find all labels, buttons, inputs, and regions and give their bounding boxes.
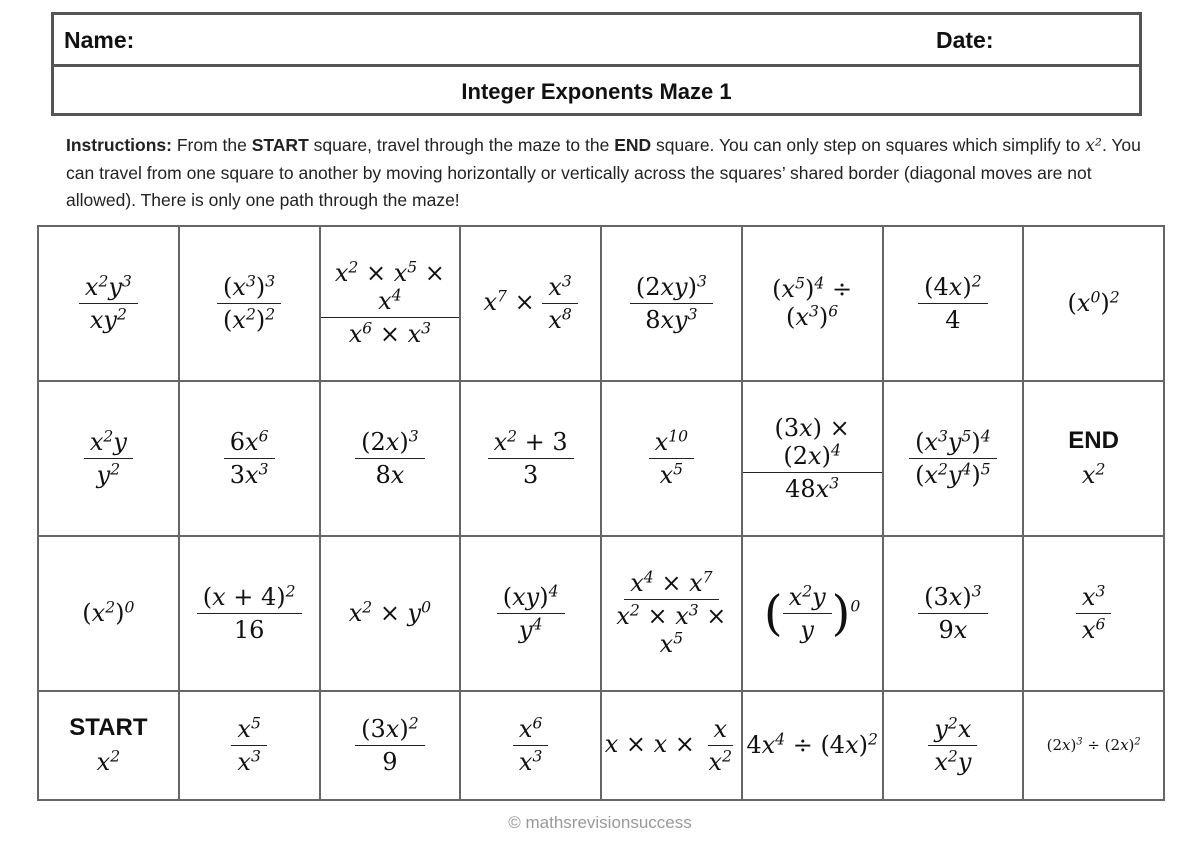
maze-cell[interactable]: $\frac{x^2 + 3}{3}$ <box>460 381 601 536</box>
maze-row <box>38 381 1164 536</box>
maze-cell[interactable]: $\frac{(4x)^2}{4}$ <box>883 226 1024 381</box>
maze-cell[interactable]: $\frac{(3x)^2}{9}$ <box>320 691 461 800</box>
maze-cell[interactable]: $x^2 \times y^0$ <box>320 536 461 691</box>
copyright-footer: © mathsrevisionsuccess <box>508 813 692 832</box>
end-cell[interactable]: END $x^2$ <box>1023 381 1164 536</box>
maze-cell[interactable]: $(x^0)^2$ <box>1023 226 1164 381</box>
maze-row <box>38 536 1164 691</box>
maze-cell[interactable]: $(2x)^3 \div (2x)^2$ <box>1023 691 1164 800</box>
maze-cell[interactable]: $\frac{x^3}{x^6}$ <box>1023 536 1164 691</box>
date-label: Date: <box>936 27 994 53</box>
target-expression: x² <box>1085 136 1102 156</box>
end-label: END <box>1068 427 1119 455</box>
maze-cell[interactable]: $\frac{(3x) \times (2x)^4}{48x^3}$ <box>742 381 883 536</box>
maze-cell[interactable]: $(x^5)^4 \div (x^3)^6$ <box>742 226 883 381</box>
maze-cell[interactable]: $\frac{(xy)^4}{y^4}$ <box>460 536 601 691</box>
start-cell[interactable]: START $x^2$ <box>38 691 179 800</box>
maze-cell[interactable]: $\frac{x^2y^3}{xy^2}$ <box>38 226 179 381</box>
maze-cell[interactable]: $\frac{x^2y}{y^2}$ <box>38 381 179 536</box>
maze-cell[interactable]: $\frac{6x^6}{3x^3}$ <box>179 381 320 536</box>
name-date-row <box>54 15 1139 67</box>
instructions-label: Instructions: <box>66 135 172 155</box>
maze-cell[interactable]: $\frac{x^4 \times x^7}{x^2 \times x^3 \times x^5}$ <box>601 536 742 691</box>
maze-cell[interactable]: $4x^4 \div (4x)^2$ <box>742 691 883 800</box>
worksheet-title: Integer Exponents Maze 1 <box>461 79 732 104</box>
maze-cell[interactable]: $\frac{x^5}{x^3}$ <box>179 691 320 800</box>
maze-row <box>38 226 1164 381</box>
maze-row <box>38 691 1164 800</box>
maze-cell[interactable]: $\frac{x^{10}}{x^5}$ <box>601 381 742 536</box>
maze-cell[interactable]: $\frac{(2x)^3}{8x}$ <box>320 381 461 536</box>
name-label: Name: <box>64 27 135 53</box>
header-box <box>51 12 1142 116</box>
maze-grid <box>37 225 1165 801</box>
maze-cell[interactable]: $\frac{(x^3y^5)^4}{(x^2y^4)^5}$ <box>883 381 1024 536</box>
maze-cell[interactable]: $x^7$ × $\frac{x^3}{x^8}$ <box>460 226 601 381</box>
maze-cell[interactable]: ( $\frac{x^2y}{y}$ )$^0$ <box>742 536 883 691</box>
maze-cell[interactable]: $(x^2)^0$ <box>38 536 179 691</box>
maze-cell[interactable]: $\frac{(3x)^3}{9x}$ <box>883 536 1024 691</box>
maze-cell[interactable]: $\frac{(2xy)^3}{8xy^3}$ <box>601 226 742 381</box>
start-label: START <box>69 714 148 742</box>
maze-cell[interactable]: $\frac{y^2x}{x^2y}$ <box>883 691 1024 800</box>
instructions: Instructions: From the START square, travel through the maze to the END square. You can only step on squares which simplify to x². You can travel from one square to another by moving horizontally or vertically across the squares’ shared border (diagonal moves are not allowed). There is only one path through the maze! <box>66 135 1141 210</box>
maze-cell[interactable]: $\frac{(x + 4)^2}{16}$ <box>179 536 320 691</box>
maze-cell[interactable]: $\frac{(x^3)^3}{(x^2)^2}$ <box>179 226 320 381</box>
maze-cell[interactable]: $\frac{x^6}{x^3}$ <box>460 691 601 800</box>
maze-cell[interactable]: $\frac{x^2 \times x^5 \times x^4}{x^6 \times x^3}$ <box>320 226 461 381</box>
maze-cell[interactable]: x × x × $\frac{x}{x^2}$ <box>601 691 742 800</box>
